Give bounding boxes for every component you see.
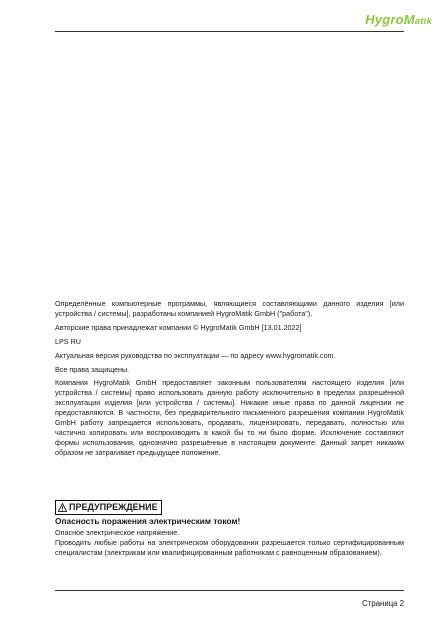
- rights-reserved: Все права защищены.: [55, 364, 130, 374]
- copyright-section: [55, 299, 404, 458]
- header-rule: [55, 31, 404, 32]
- logo-part-hygro: Hygro: [365, 12, 404, 27]
- footer-rule: [55, 590, 404, 591]
- warning-line-2: Проводить любые работы на электрическом оборудовании разрешается только сертифицированным специалистам (электрикам или квалифицированным работникам с равноценным образованием).: [55, 537, 404, 557]
- logo-part-m: M: [403, 12, 415, 27]
- warning-block: [55, 517, 404, 558]
- page-number: Страница 2: [362, 599, 404, 608]
- warning-badge: [55, 500, 162, 515]
- doc-code: LPS RU: [55, 336, 81, 346]
- software-notice: Определённые компьютерные программы, являющиеся составляющими данного изделия [или устройства / системы], разработаны компанией HygroMatik GmbH ("работа").: [55, 299, 404, 318]
- manual-url-line: Актуальная версия руководства по эксплуатации — по адресу www.hygromatik.com.: [55, 350, 336, 360]
- warning-triangle-icon: [58, 503, 67, 512]
- hygromatik-logo: [365, 12, 432, 27]
- copyright-line: Авторские права принадлежат компании © HygroMatik GmbH [13.01.2022]: [55, 322, 302, 332]
- warning-line-1: Опасное электрическое напряжение.: [55, 527, 180, 537]
- warning-title: Опасность поражения электрическим током!: [55, 516, 241, 526]
- logo-part-atik: atik: [414, 16, 432, 27]
- warning-label: ПРЕДУПРЕЖДЕНИЕ: [69, 502, 158, 512]
- license-paragraph: Компания HygroMatik GmbH предоставляет законным пользователям настоящего изделия [или устройства / системы] право использовать данную работу исключительно в пределах разрешённой эксплуатации изделия [или устройства / системы]. Никакие иные права по данной лицензии не предоставляются. В частности, без предварительного письменного разрешения компании HygroMatik GmbH работу запрещается использовать, продавать, лицензировать, передавать, полностью или частично копировать или воспроизводить в какой бы то ни было форме. Исключение составляют формы использования, однозначно разрешённые в настоящем документе. Данный запрет никаким образом не затрагивает предыдущее положение.: [55, 378, 404, 457]
